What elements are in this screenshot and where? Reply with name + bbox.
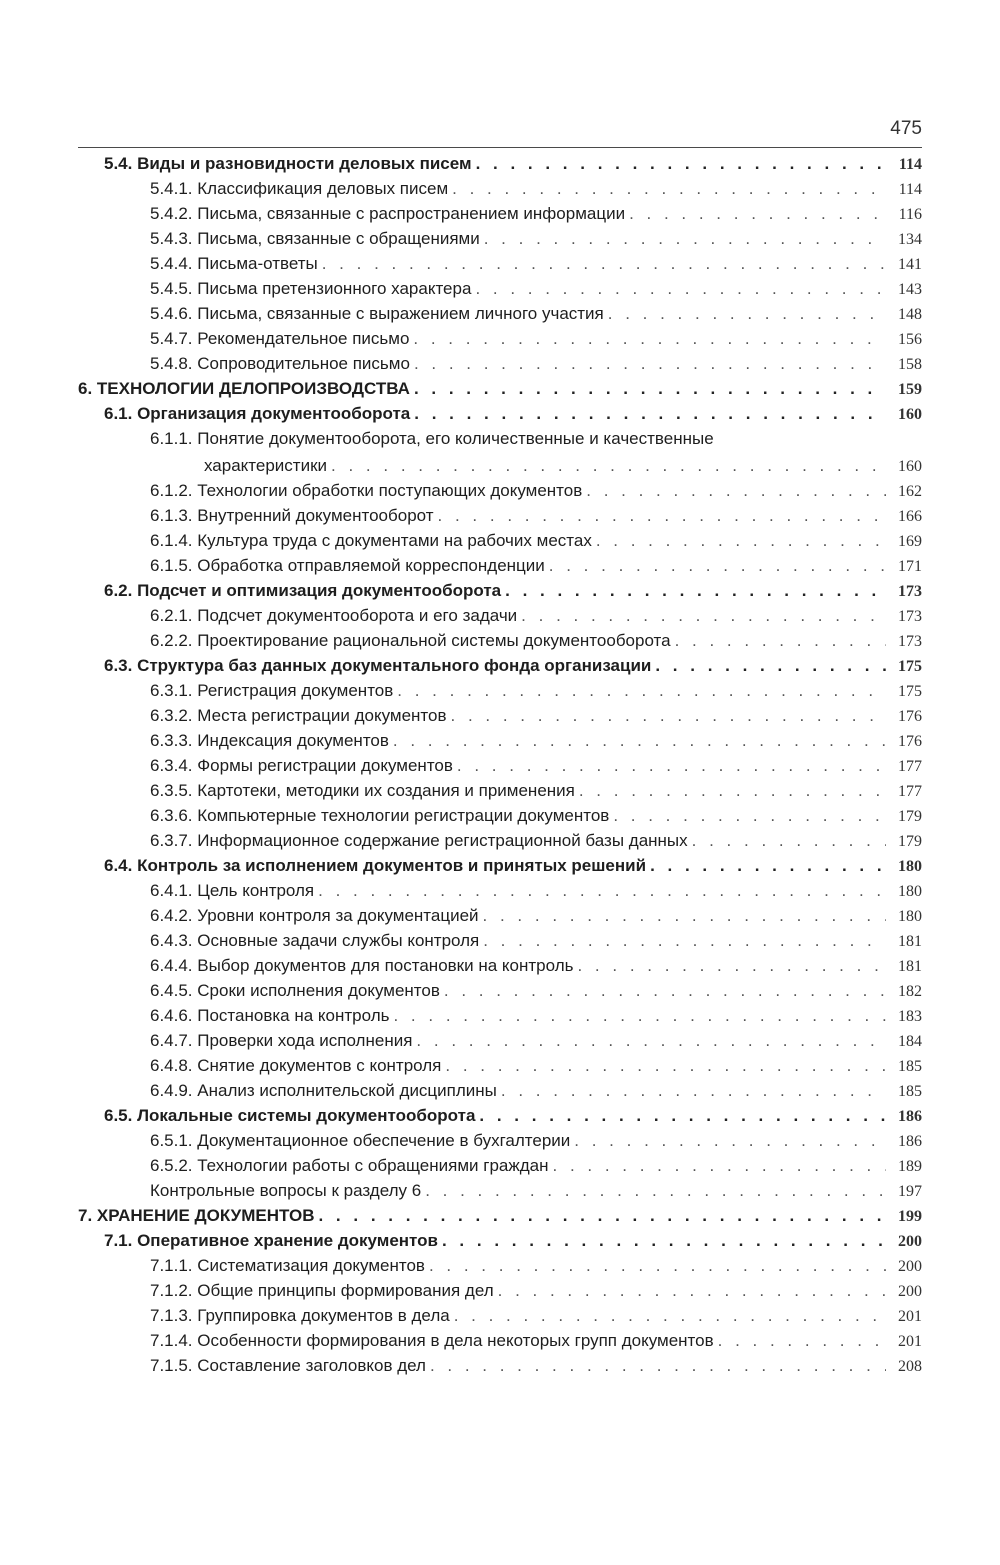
toc-entry[interactable] xyxy=(0,628,1000,653)
toc-entry-page: 200 xyxy=(898,1233,922,1250)
toc-entry[interactable] xyxy=(0,1353,1000,1378)
toc-entry[interactable] xyxy=(0,1303,1000,1328)
dot-leader xyxy=(483,928,886,953)
toc-entry-page: 179 xyxy=(898,833,922,850)
dot-leader xyxy=(608,301,886,326)
dot-leader xyxy=(331,453,886,478)
toc-entry-title-continuation: характеристики xyxy=(204,456,328,475)
toc-entry-title: 6.4.4. Выбор документов для постановки на контроль xyxy=(150,956,574,975)
toc-entry-title: 7.1.1. Систематизация документов xyxy=(150,1256,425,1275)
toc-entry-title: 5.4.5. Письма претензионного характера xyxy=(150,279,472,298)
toc-entry-title: 7.1.3. Группировка документов в дела xyxy=(150,1306,450,1325)
toc-entry-title: 5.4.2. Письма, связанные с распространением информации xyxy=(150,204,626,223)
toc-entry-page: 177 xyxy=(898,758,922,775)
toc-entry[interactable] xyxy=(0,603,1000,628)
dot-leader xyxy=(577,953,886,978)
toc-entry-title: 6.1.4. Культура труда с документами на рабочих местах xyxy=(150,531,592,550)
toc-entry-title: 6.1.2. Технологии обработки поступающих документов xyxy=(150,481,583,500)
dot-leader xyxy=(438,503,886,528)
toc-entry[interactable] xyxy=(0,928,1000,953)
toc-entry-title: 5.4. Виды и разновидности деловых писем xyxy=(104,154,472,173)
dot-leader xyxy=(650,853,886,878)
toc-entry-page: 185 xyxy=(898,1083,922,1100)
dot-leader xyxy=(416,1028,886,1053)
toc-entry[interactable] xyxy=(0,201,1000,226)
toc-entry-page: 182 xyxy=(898,983,922,1000)
dot-leader xyxy=(322,251,886,276)
toc-entry[interactable] xyxy=(0,703,1000,728)
toc-entry-title: 7.1. Оперативное хранение документов xyxy=(104,1231,438,1250)
toc-entry-title: 6.2.1. Подсчет документооборота и его задачи xyxy=(150,606,518,625)
toc-entry-page: 200 xyxy=(898,1258,922,1275)
toc-entry[interactable] xyxy=(0,1003,1000,1028)
toc-entry-page: 208 xyxy=(898,1358,922,1375)
toc-entry[interactable] xyxy=(0,376,1000,401)
toc-entry-title: 6.4.8. Снятие документов с контроля xyxy=(150,1056,442,1075)
toc-entry[interactable] xyxy=(0,176,1000,201)
toc-entry-page: 156 xyxy=(898,331,922,348)
toc-entry-title: 5.4.7. Рекомендательное письмо xyxy=(150,329,410,348)
toc-entry-page: 200 xyxy=(898,1283,922,1300)
dot-leader xyxy=(479,1103,886,1128)
toc-entry[interactable] xyxy=(0,953,1000,978)
dot-leader xyxy=(579,778,886,803)
dot-leader xyxy=(498,1278,886,1303)
toc-entry-page: 176 xyxy=(898,733,922,750)
toc-entry-page: 114 xyxy=(898,156,922,173)
dot-leader xyxy=(553,1153,887,1178)
toc-entry[interactable] xyxy=(0,903,1000,928)
toc-entry-title: 6.4.5. Сроки исполнения документов xyxy=(150,981,440,1000)
toc-entry-title: 6.2. Подсчет и оптимизация документооборота xyxy=(104,581,502,600)
dot-leader xyxy=(444,978,886,1003)
dot-leader xyxy=(484,226,886,251)
toc-entry-title: 7.1.5. Составление заголовков дел xyxy=(150,1356,426,1375)
toc-entry-title: 6.5. Локальные системы документооборота xyxy=(104,1106,476,1125)
toc-entry[interactable] xyxy=(0,528,1000,553)
toc-entry[interactable] xyxy=(0,426,1000,453)
toc-entry-page: 160 xyxy=(898,458,922,475)
toc-entry-page: 114 xyxy=(898,181,922,198)
dot-leader xyxy=(430,1353,886,1378)
toc-entry-title: 6. ТЕХНОЛОГИИ ДЕЛОПРОИЗВОДСТВА xyxy=(78,379,410,398)
toc-entry-title: 6.4. Контроль за исполнением документов и принятых решений xyxy=(104,856,647,875)
toc-entry[interactable] xyxy=(0,1103,1000,1128)
dot-leader xyxy=(413,326,886,351)
toc-entry-title: 5.4.1. Классификация деловых писем xyxy=(150,179,449,198)
toc-entry-page: 175 xyxy=(898,683,922,700)
toc-entry-page: 171 xyxy=(898,558,922,575)
toc-entry-page: 143 xyxy=(898,281,922,298)
toc-entry-continuation[interactable] xyxy=(0,453,1000,478)
dot-leader xyxy=(521,603,886,628)
toc-entry-title: 6.4.6. Постановка на контроль xyxy=(150,1006,390,1025)
toc-entry[interactable] xyxy=(0,1128,1000,1153)
toc-entry-title: 5.4.6. Письма, связанные с выражением личного участия xyxy=(150,304,604,323)
dot-leader xyxy=(393,1003,886,1028)
toc-entry-title: 6.3.2. Места регистрации документов xyxy=(150,706,447,725)
toc-entry[interactable] xyxy=(0,1203,1000,1228)
dot-leader xyxy=(457,753,886,778)
toc-entry-page: 180 xyxy=(898,908,922,925)
toc-entry-title: 7.1.2. Общие принципы формирования дел xyxy=(150,1281,494,1300)
dot-leader xyxy=(451,703,886,728)
dot-leader xyxy=(393,728,886,753)
toc-entry-page: 173 xyxy=(898,583,922,600)
dot-leader xyxy=(442,1228,886,1253)
toc-entry-title: 6.3.4. Формы регистрации документов xyxy=(150,756,453,775)
toc-entry[interactable] xyxy=(0,226,1000,251)
toc-entry-page: 173 xyxy=(898,608,922,625)
toc-entry-title: 6.3.7. Информационное содержание регистрационной базы данных xyxy=(150,831,688,850)
toc-entry-page: 177 xyxy=(898,783,922,800)
toc-entry[interactable] xyxy=(0,301,1000,326)
dot-leader xyxy=(476,151,886,176)
dot-leader xyxy=(454,1303,886,1328)
toc-entry-title: 6.4.9. Анализ исполнительской дисциплины xyxy=(150,1081,497,1100)
toc-entry[interactable] xyxy=(0,1053,1000,1078)
toc-entry-page: 181 xyxy=(898,958,922,975)
toc-entry-title: 6.5.1. Документационное обеспечение в бухгалтерии xyxy=(150,1131,571,1150)
toc-entry[interactable] xyxy=(0,351,1000,376)
toc-entry-page: 134 xyxy=(898,231,922,248)
toc-entry-title: 6.3.5. Картотеки, методики их создания и применения xyxy=(150,781,575,800)
dot-leader xyxy=(692,828,886,853)
dot-leader xyxy=(505,578,886,603)
toc-entry-title: 6.3.6. Компьютерные технологии регистрации документов xyxy=(150,806,610,825)
toc-entry-page: 183 xyxy=(898,1008,922,1025)
toc-entry-page: 169 xyxy=(898,533,922,550)
toc-entry-page: 199 xyxy=(898,1208,922,1225)
toc-entry-title: 5.4.4. Письма-ответы xyxy=(150,254,318,273)
dot-leader xyxy=(452,176,886,201)
toc-entry[interactable] xyxy=(0,1228,1000,1253)
toc-entry-page: 180 xyxy=(898,883,922,900)
toc-entry[interactable] xyxy=(0,503,1000,528)
toc-entry-title: 6.1.3. Внутренний документооборот xyxy=(150,506,434,525)
dot-leader xyxy=(414,376,886,401)
toc-entry[interactable] xyxy=(0,853,1000,878)
toc-entry-title: 7. ХРАНЕНИЕ ДОКУМЕНТОВ xyxy=(78,1206,315,1225)
toc-entry-title: 5.4.3. Письма, связанные с обращениями xyxy=(150,229,480,248)
toc-entry[interactable] xyxy=(0,1253,1000,1278)
toc-entry-page: 185 xyxy=(898,1058,922,1075)
toc-entry[interactable] xyxy=(0,251,1000,276)
toc-entry[interactable] xyxy=(0,1028,1000,1053)
page-number: 475 xyxy=(890,118,922,139)
toc-entry-page: 176 xyxy=(898,708,922,725)
dot-leader xyxy=(429,1253,886,1278)
dot-leader xyxy=(475,276,886,301)
toc-entry[interactable] xyxy=(0,276,1000,301)
dot-leader xyxy=(483,903,886,928)
dot-leader xyxy=(574,1128,886,1153)
toc-entry-page: 159 xyxy=(898,381,922,398)
toc-entry-page: 148 xyxy=(898,306,922,323)
dot-leader xyxy=(414,351,886,376)
toc-entry[interactable] xyxy=(0,1178,1000,1203)
dot-leader xyxy=(629,201,886,226)
dot-leader xyxy=(655,653,886,678)
dot-leader xyxy=(318,1203,886,1228)
toc-entry-title: 6.4.7. Проверки хода исполнения xyxy=(150,1031,413,1050)
header-rule xyxy=(78,147,922,148)
toc-entry-title: 6.4.3. Основные задачи службы контроля xyxy=(150,931,480,950)
toc-entry-page: 186 xyxy=(898,1108,922,1125)
toc-entry[interactable] xyxy=(0,753,1000,778)
toc-entry[interactable] xyxy=(0,1328,1000,1353)
toc-entry-page: 175 xyxy=(898,658,922,675)
toc-entry-page: 158 xyxy=(898,356,922,373)
toc-entry-page: 166 xyxy=(898,508,922,525)
toc-entry-title: 6.3.3. Индексация документов xyxy=(150,731,389,750)
toc-entry[interactable] xyxy=(0,1078,1000,1103)
toc-entry-title: 6.5.2. Технологии работы с обращениями граждан xyxy=(150,1156,549,1175)
toc-entry-page: 201 xyxy=(898,1333,922,1350)
toc-entry-page: 201 xyxy=(898,1308,922,1325)
toc-entry[interactable] xyxy=(0,878,1000,903)
dot-leader xyxy=(445,1053,886,1078)
toc-entry[interactable] xyxy=(0,978,1000,1003)
dot-leader xyxy=(318,878,886,903)
toc-entry-title: 5.4.8. Сопроводительное письмо xyxy=(150,354,410,373)
toc-entry[interactable] xyxy=(0,401,1000,426)
toc-entry-page: 173 xyxy=(898,633,922,650)
toc-entry[interactable] xyxy=(0,828,1000,853)
toc-entry-title: 6.4.1. Цель контроля xyxy=(150,881,315,900)
toc-entry-title: 6.3. Структура баз данных документального фонда организации xyxy=(104,656,652,675)
toc-entry[interactable] xyxy=(0,803,1000,828)
toc-entry-title: 6.1.5. Обработка отправляемой корреспонденции xyxy=(150,556,545,575)
toc-entry-title: 6.2.2. Проектирование рациональной системы документооборота xyxy=(150,631,671,650)
toc-entry-title: 6.4.2. Уровни контроля за документацией xyxy=(150,906,479,925)
toc-entry[interactable] xyxy=(0,151,1000,176)
toc-entry[interactable] xyxy=(0,478,1000,503)
toc-entry-page: 116 xyxy=(898,206,922,223)
toc-entry[interactable] xyxy=(0,678,1000,703)
toc-entry[interactable] xyxy=(0,578,1000,603)
dot-leader xyxy=(425,1178,886,1203)
dot-leader xyxy=(549,553,886,578)
toc-entry[interactable] xyxy=(0,778,1000,803)
toc-entry[interactable] xyxy=(0,1153,1000,1178)
toc-entry-title: 6.1.1. Понятие документооборота, его количественные и качественные xyxy=(150,429,714,448)
toc-entry[interactable] xyxy=(0,728,1000,753)
toc-entry-page: 181 xyxy=(898,933,922,950)
toc-entry-page: 179 xyxy=(898,808,922,825)
toc-entry-page: 160 xyxy=(898,406,922,423)
dot-leader xyxy=(397,678,886,703)
toc-entry-page: 141 xyxy=(898,256,922,273)
toc-entry[interactable] xyxy=(0,326,1000,351)
toc-entry[interactable] xyxy=(0,1278,1000,1303)
dot-leader xyxy=(414,401,886,426)
toc-entry-page: 184 xyxy=(898,1033,922,1050)
toc-entry[interactable] xyxy=(0,553,1000,578)
toc-entry-page: 180 xyxy=(898,858,922,875)
toc-entry-page: 162 xyxy=(898,483,922,500)
toc-entry-page: 189 xyxy=(898,1158,922,1175)
toc-entry-page: 186 xyxy=(898,1133,922,1150)
table-of-contents xyxy=(0,151,1000,1378)
dot-leader xyxy=(613,803,886,828)
toc-entry-title: 6.3.1. Регистрация документов xyxy=(150,681,394,700)
dot-leader xyxy=(586,478,886,503)
toc-entry-title: 6.1. Организация документооборота xyxy=(104,404,411,423)
toc-entry-title: Контрольные вопросы к разделу 6 xyxy=(150,1181,422,1200)
toc-entry[interactable] xyxy=(0,653,1000,678)
toc-entry-page: 197 xyxy=(898,1183,922,1200)
dot-leader xyxy=(596,528,886,553)
dot-leader xyxy=(501,1078,886,1103)
toc-entry-title: 7.1.4. Особенности формирования в дела некоторых групп документов xyxy=(150,1331,714,1350)
dot-leader xyxy=(718,1328,886,1353)
dot-leader xyxy=(675,628,886,653)
